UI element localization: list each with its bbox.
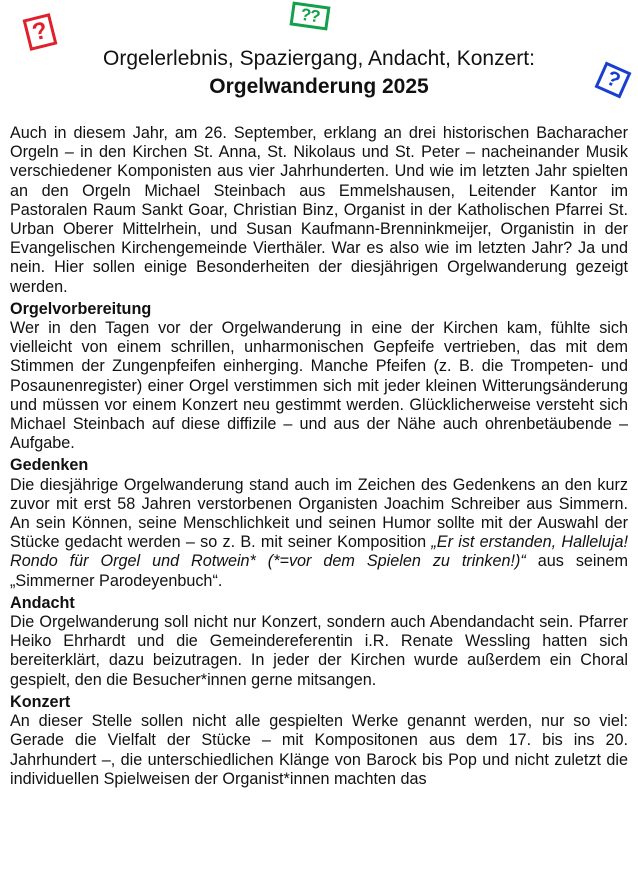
section-text-gedenken (10, 476, 628, 591)
composition-title: „Er ist erstanden, Halleluja! Rondo für Orgel und Rotwein* (*=vor dem Spielen zu trinken!)“ (10, 533, 628, 571)
section-heading-orgelvorbereitung: Orgelvorbereitung (10, 299, 152, 318)
gedenken-text-end: aus seinem „Simmerner Parodeyenbuch“. (10, 552, 629, 590)
section-text-andacht: Die Orgelwanderung soll nicht nur Konzert, sondern auch Abendandacht sein. Pfarrer Heiko Ehrhardt und die Gemeindereferentin i.R. Renate Wessling hatten sich bereiterklärt, dazu beizutragen. In jeder der Kirchen wurde außerdem ein Choral gespielt, den die Besucher*innen gerne mitsangen. (10, 613, 628, 689)
section-heading-gedenken: Gedenken (10, 456, 89, 475)
intro-paragraph: Auch in diesem Jahr, am 26. September, erklang an drei historischen Bacharacher Orgeln – in den Kirchen St. Anna, St. Nikolaus und St. Peter – nacheinander Musik verschiedener Komponisten aus vier Jahrhunderten. Und wie im letzten Jahr spielten an den Orgeln Michael Steinbach aus Emmelshausen, Leitender Kantor im Pastoralen Raum Sankt Goar, Christian Binz, Organist in der Katholischen Pfarrei St. Urban Oberer Mittelrhein, und Susan Kaufmann-Brenninkmeijer, Organistin in der Evangelischen Kirchengemeinde Vierthäler. War es also wie im letzten Jahr? Ja und nein. Hier sollen einige Besonderheiten der diesjährigen Orgelwanderung gezeigt werden. (10, 124, 628, 296)
section-text-orgelvorbereitung: Wer in den Tagen vor der Orgelwanderung in eine der Kirchen kam, fühlte sich vielleicht von einem schrillen, unharmonischen Gepfeife vertrieben, das mit dem Stimmen der Zungenpfeifen einherging. Manche Pfeifen (z. B. die Trompeten- und Posaunenregister) einer Orgel verstimmen sich mit jeder kleinen Witterungsänderung und müssen vor einem Konzert neu gestimmt werden. Glücklicherweise versteht sich Michael Steinbach auf diese diffizile – und aus der Nähe auch ohrenbetäubende – Aufgabe. (10, 319, 628, 453)
section-text-konzert: An dieser Stelle sollen nicht alle gespielten Werke genannt werden, nur so viel: Gerade die Vielfalt der Stücke – mit Kompositonen aus dem 17. bis ins 20. Jahrhundert –, die unterschiedlichen Klänge von Barock bis Pop und nicht zuletzt die individuellen Spielweisen der Organist*innen machten das (10, 712, 628, 788)
question-box-icon: ? (23, 13, 58, 51)
article-body (10, 124, 628, 789)
gedenken-text: Die diesjährige Orgelwanderung stand auch im Zeichen des Gedenkens an den kurz zuvor mit erst 58 Jahren verstorbenen Organisten Joachim Schreiber aus Simmern. An sein Können, seine Menschlichkeit und seinen Humor sollte mit der Auswahl der Stücke gedacht werden – so z. B. mit seiner Komposition (10, 475, 628, 552)
section-heading-konzert: Konzert (10, 692, 71, 711)
article-title: Orgelwanderung 2025 (209, 75, 429, 98)
double-question-box-icon: ?? (290, 1, 331, 30)
question-box-icon: ? (595, 62, 632, 99)
article-subtitle: Orgelerlebnis, Spaziergang, Andacht, Konzert: (103, 47, 535, 70)
section-heading-andacht: Andacht (10, 593, 75, 612)
